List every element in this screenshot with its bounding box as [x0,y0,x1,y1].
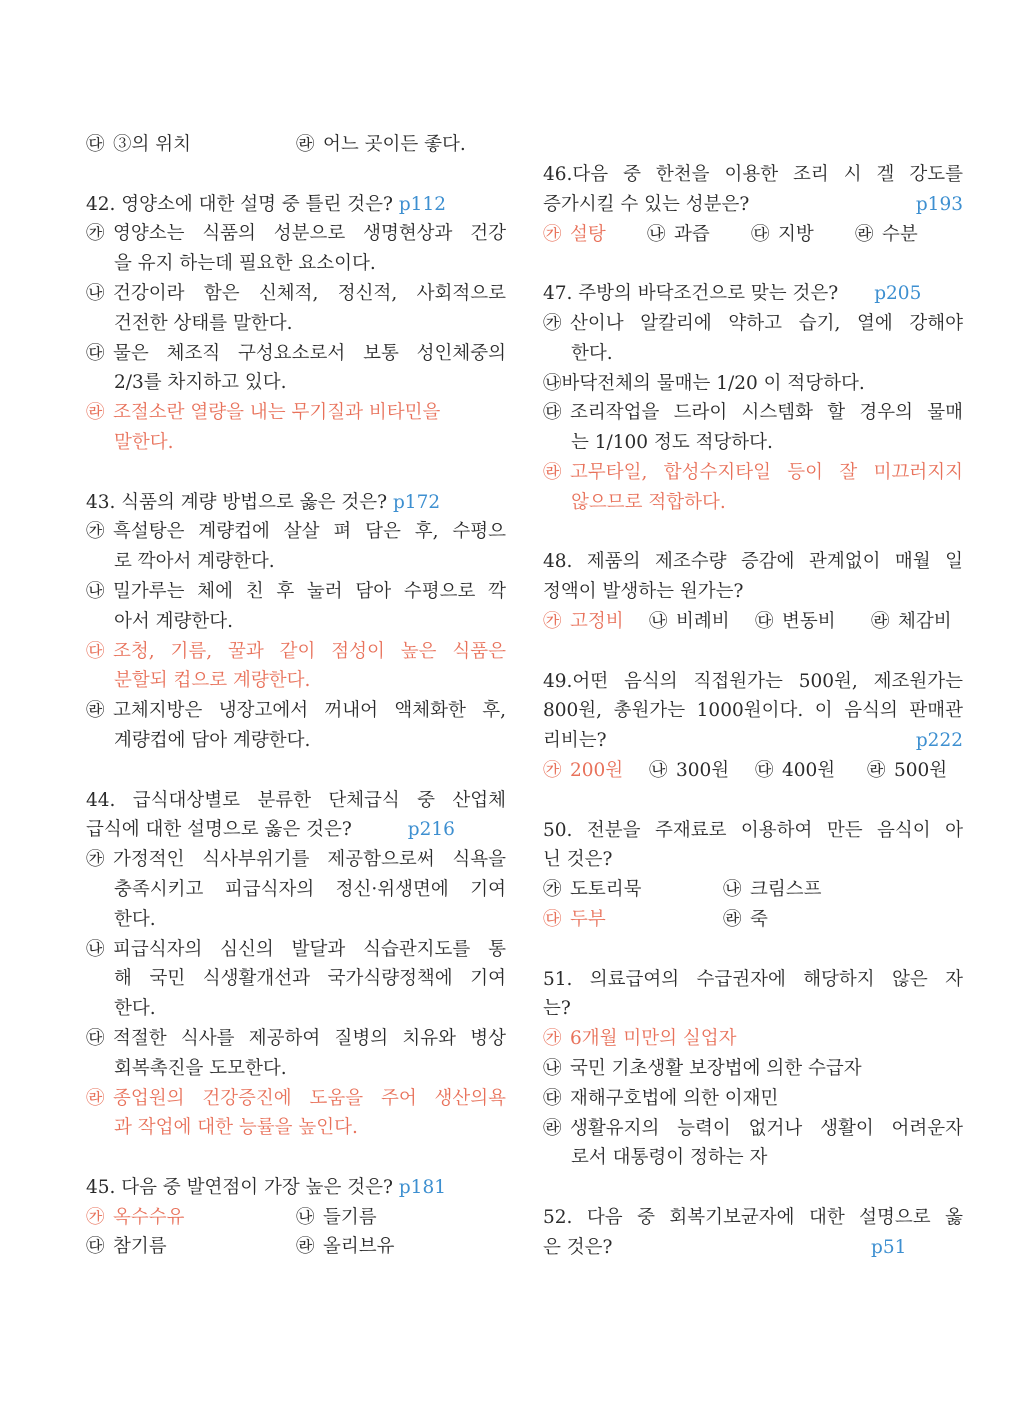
q41-options-row [86,130,506,160]
q52-stem: 52. 다음 중 회복기보균자에 대한 설명으로 옳 [543,1206,963,1228]
q46-options-row [543,220,963,250]
q42-option: ㉰ 물은 체조직 구성요소로서 보통 성인체중의 2/3를 차지하고 있다. [86,342,506,394]
q49-option: ㉯ 300원 [649,759,730,781]
q50-stem-cont: 닌 것은? [543,849,613,871]
q48-stem-cont: 정액이 발생하는 원가는? [543,581,744,603]
q47-option: ㉯바닥전체의 물매는 1/20 이 적당하다. [543,372,865,394]
page-reference: p172 [392,491,441,513]
q44-answer-option: ㉱ 종업원의 건강증진에 도움을 주어 생산의욕 과 작업에 대한 능률을 높인다. [86,1087,506,1139]
q44-stem-cont: 급식에 대한 설명으로 옳은 것은? p216 [86,819,455,841]
q46-stem-cont: 증가시킬 수 있는 성분은? p193 [543,190,963,220]
q51-stem: 51. 의료급여의 수급권자에 해당하지 않은 자 [543,968,963,990]
q45-stem: 45. 다음 중 발연점이 가장 높은 것은? p181 [86,1176,446,1198]
q50-answer-option: ㉰ 두부 [543,908,606,930]
page-reference: p205 [874,283,922,305]
q42-answer-option: ㉱ 조절소란 열량을 내는 무기질과 비타민을 말한다. [86,402,441,453]
q44-option: ㉯ 피급식자의 심신의 발달과 식습관지도를 통 해 국민 식생활개선과 국가식량정책에 기여 한다. [86,938,506,1020]
q50-stem: 50. 전분을 주재료로 이용하여 만든 음식이 아 [543,819,963,841]
q50-option: ㉮ 도토리묵 [543,879,642,901]
q51-answer-option: ㉮ 6개월 미만의 실업자 [543,1028,737,1050]
q49-stem: 49.어떤 음식의 직접원가는 500원, 제조원가는 [543,670,963,692]
q45-options-row [86,1203,506,1233]
option-marker: ㉰ [86,134,105,155]
q43-option: ㉱ 고체지방은 냉장고에서 꺼내어 액체화한 후, 계량컵에 담아 계량한다. [86,700,506,751]
q45-option: ㉱ 올리브유 [296,1236,395,1258]
page-reference: p112 [398,193,446,215]
q43-answer-option: ㉰ 조청, 기름, 꿀과 같이 점성이 높은 식품은 분할되 컵으로 계량한다. [86,640,506,692]
q42-option: ㉮ 영양소는 식품의 성분으로 생명현상과 건강 을 유지 하는데 필요한 요소이다. [86,223,506,275]
q43-stem: 43. 식품의 계량 방법으로 옳은 것은? p172 [86,491,441,513]
q51-option: ㉱ 생활유지의 능력이 없거나 생활이 어려운자 로서 대통령이 정하는 자 [543,1117,963,1169]
q51-option: ㉰ 재해구호법에 의한 이재민 [543,1087,779,1109]
option-marker: ㉱ [296,134,315,155]
q47-option: ㉰ 조리작업을 드라이 시스템화 할 경우의 물매 는 1/100 정도 적당하다. [543,402,963,454]
page-reference: p222 [915,730,963,752]
q46-option: ㉰ 지방 [751,223,814,245]
q48-stem: 48. 제품의 제조수량 증감에 관계없이 매월 일 [543,551,963,573]
left-column [86,130,506,1262]
page-reference: p181 [398,1176,446,1198]
option-text: 어느 곳이든 좋다. [323,134,466,155]
page-reference: p51 [871,1236,907,1258]
q44-option: ㉮ 가정적인 식사부위기를 제공함으로써 식욕을 충족시키고 피급식자의 정신·위생면에 기여 한다. [86,849,506,930]
option-text: ③의 위치 [113,134,191,155]
q48-option: ㉯ 비례비 [649,610,730,632]
q42-option: ㉯ 건강이라 함은 신체적, 정신적, 사회적으로 건전한 상태를 말한다. [86,282,506,334]
q48-option: ㉱ 체감비 [871,610,952,632]
q49-stem-cont: 리비는? p222 [543,726,963,756]
q50-option: ㉯ 크림스프 [723,879,822,901]
q49-stem-cont: 800원, 총원가는 1000원이다. 이 음식의 판매관 [543,700,963,722]
q47-answer-option: ㉱ 고무타일, 합성수지타일 등이 잘 미끄러지지 않으므로 적합하다. [543,461,963,513]
q44-option: ㉰ 적절한 식사를 제공하여 질병의 치유와 병상 회복촉진을 도모한다. [86,1027,506,1079]
q48-option: ㉰ 변동비 [755,610,836,632]
q49-option: ㉱ 500원 [867,759,948,781]
q43-option: ㉮ 흑설탕은 계량컵에 살살 펴 담은 후, 수평으 로 깍아서 계량한다. [86,521,506,573]
q46-answer-option: ㉮ 설탕 [543,223,606,245]
q46-stem: 46.다음 중 한천을 이용한 조리 시 겔 강도를 [543,164,963,185]
q44-stem: 44. 급식대상별로 분류한 단체급식 중 산업체 [86,789,506,811]
q52-stem-cont: 은 것은? p51 [543,1233,963,1263]
q49-options-row [543,756,963,786]
q42-stem: 42. 영양소에 대한 설명 중 틀린 것은? p112 [86,193,446,215]
q46-option: ㉱ 수분 [855,223,918,245]
q43-option: ㉯ 밀가루는 체에 친 후 눌러 담아 수평으로 깍 아서 계량한다. [86,580,506,632]
q46-option: ㉯ 과즙 [647,223,710,245]
q50-options-row [543,875,963,905]
q45-options-row [86,1232,506,1262]
q50-options-row [543,905,963,935]
q45-option: ㉰ 참기름 [86,1236,167,1258]
q48-answer-option: ㉮ 고정비 [543,610,624,632]
q45-option: ㉯ 들기름 [296,1206,377,1228]
q51-option: ㉯ 국민 기초생활 보장법에 의한 수급자 [543,1057,862,1079]
page-reference: p216 [407,819,455,841]
q47-stem: 47. 주방의 바닥조건으로 맞는 것은? p205 [543,283,922,305]
q49-answer-option: ㉮ 200원 [543,759,624,781]
q47-option: ㉮ 산이나 알칼리에 약하고 습기, 열에 강해야 한다. [543,312,963,364]
q51-stem-cont: 는? [543,998,571,1020]
q49-option: ㉰ 400원 [755,759,836,781]
right-column [543,160,963,1262]
q50-option: ㉱ 죽 [723,908,768,930]
page-reference: p193 [915,193,963,215]
q45-answer-option: ㉮ 옥수수유 [86,1206,185,1228]
q48-options-row [543,607,963,637]
